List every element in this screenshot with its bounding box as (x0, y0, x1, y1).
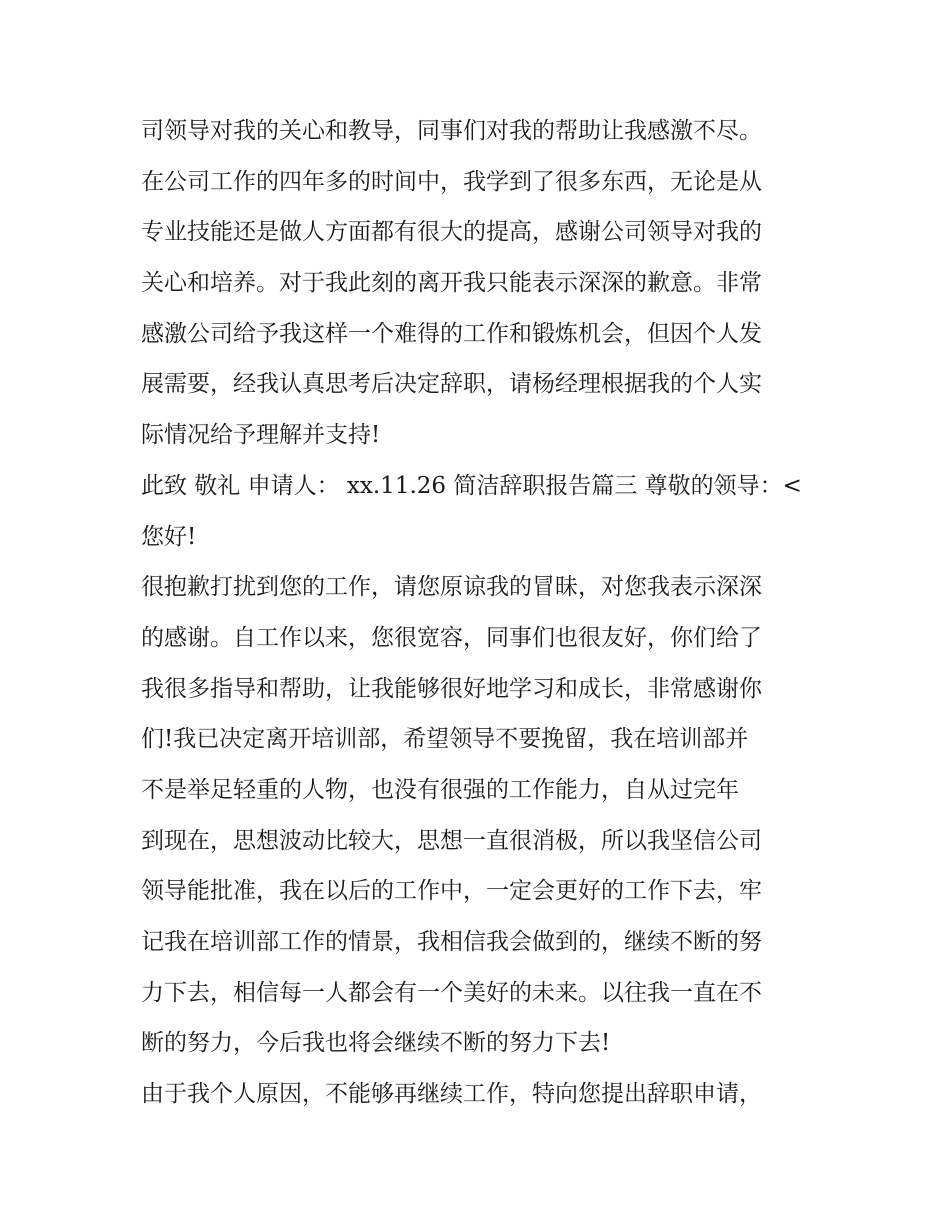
text-line: 记我在培训部工作的情景，我相信我会做到的，继续不断的努 (141, 929, 762, 955)
text-line: 在公司工作的四年多的时间中，我学到了很多东西，无论是从 (141, 168, 762, 195)
text-line: 到现在，思想波动比较大，思想一直很消极，所以我坚信公司 (141, 827, 762, 854)
text-line: 由于我个人原因，不能够再继续工作，特向您提出辞职申请， (141, 1081, 762, 1108)
text-line: 很抱歉打扰到您的工作，请您原谅我的冒昧，对您我表示深深 (141, 574, 762, 601)
text-line: 领导能批准，我在以后的工作中，一定会更好的工作下去，牢 (141, 878, 762, 905)
text-line: 不是举足轻重的人物，也没有很强的工作能力，自从过完年 (141, 776, 739, 803)
text-line: 际情况给予理解并支持! (141, 422, 381, 449)
text-line: 力下去，相信每一人都会有一个美好的未来。以往我一直在不 (141, 979, 762, 1006)
text-line: 我很多指导和帮助，让我能够很好地学习和成长，非常感谢你 (141, 675, 762, 702)
text-line: 们!我已决定离开培训部，希望领导不要挽留，我在培训部并 (141, 726, 749, 753)
document-body (141, 106, 821, 1120)
text-line: 专业技能还是做人方面都有很大的提高，感谢公司领导对我的 (141, 219, 762, 246)
text-line: 感激公司给予我这样一个难得的工作和锻炼机会，但因个人发 (141, 320, 762, 347)
text-line: 关心和培养。对于我此刻的离开我只能表示深深的歉意。非常 (141, 270, 762, 297)
text-line: 此致 敬礼 申请人： xx.11.26 简洁辞职报告篇三 尊敬的领导：< (141, 472, 802, 499)
text-line: 您好! (141, 523, 197, 550)
text-line: 展需要，经我认真思考后决定辞职，请杨经理根据我的个人实 (141, 371, 762, 398)
text-line: 司领导对我的关心和教导，同事们对我的帮助让我感激不尽。 (141, 118, 762, 144)
text-line: 断的努力，今后我也将会继续不断的努力下去! (141, 1030, 611, 1057)
text-line: 的感谢。自工作以来，您很宽容，同事们也很友好，你们给了 (141, 624, 762, 651)
